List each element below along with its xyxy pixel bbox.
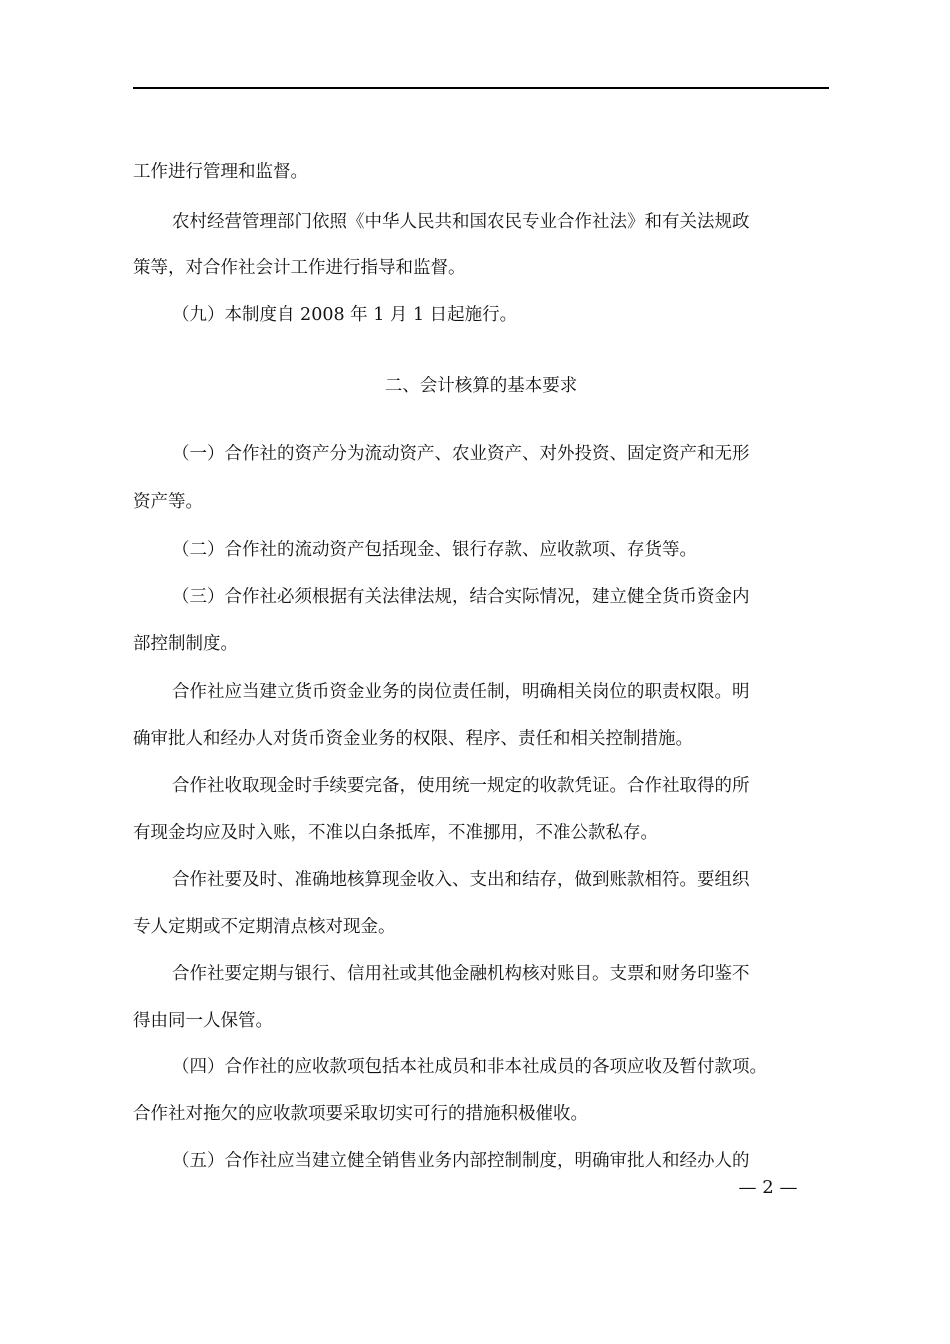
section-heading: 二、会计核算的基本要求 [384, 376, 578, 396]
body-line: 专人定期或不定期清点核对现金。 [133, 917, 396, 937]
body-line: 工作进行管理和监督。 [133, 162, 308, 182]
body-line: （一）合作社的资产分为流动资产、农业资产、对外投资、固定资产和无形 [172, 444, 750, 464]
body-line: 合作社应当建立货币资金业务的岗位责任制，明确相关岗位的职责权限。明 [172, 682, 750, 702]
body-line: 得由同一人保管。 [133, 1011, 273, 1031]
body-line: （五）合作社应当建立健全销售业务内部控制制度，明确审批人和经办人的 [172, 1151, 750, 1171]
body-line: 部控制制度。 [133, 634, 238, 654]
body-line: （三）合作社必须根据有关法律法规，结合实际情况，建立健全货币资金内 [172, 587, 750, 607]
body-line: 合作社收取现金时手续要完备，使用统一规定的收款凭证。合作社取得的所 [172, 776, 750, 796]
body-line: （二）合作社的流动资产包括现金、银行存款、应收款项、存货等。 [172, 540, 697, 560]
body-line: 确审批人和经办人对货币资金业务的权限、程序、责任和相关控制措施。 [133, 729, 693, 749]
top-rule [133, 87, 829, 89]
body-line: 合作社对拖欠的应收款项要采取切实可行的措施积极催收。 [133, 1104, 588, 1124]
body-line: 合作社要定期与银行、信用社或其他金融机构核对账目。支票和财务印鉴不 [172, 964, 750, 984]
body-line: 策等，对合作社会计工作进行指导和监督。 [133, 258, 466, 278]
body-line: 资产等。 [133, 492, 203, 512]
body-line: 合作社要及时、准确地核算现金收入、支出和结存，做到账款相符。要组织 [172, 870, 750, 890]
body-line: （九）本制度自 2008 年 1 月 1 日起施行。 [172, 305, 518, 325]
body-line: 有现金均应及时入账，不准以白条抵库，不准挪用，不准公款私存。 [133, 823, 658, 843]
body-line: 农村经营管理部门依照《中华人民共和国农民专业合作社法》和有关法规政 [172, 212, 750, 232]
page-number: — 2 — [738, 1177, 798, 1198]
body-line: （四）合作社的应收款项包括本社成员和非本社成员的各项应收及暂付款项。 [172, 1057, 767, 1077]
